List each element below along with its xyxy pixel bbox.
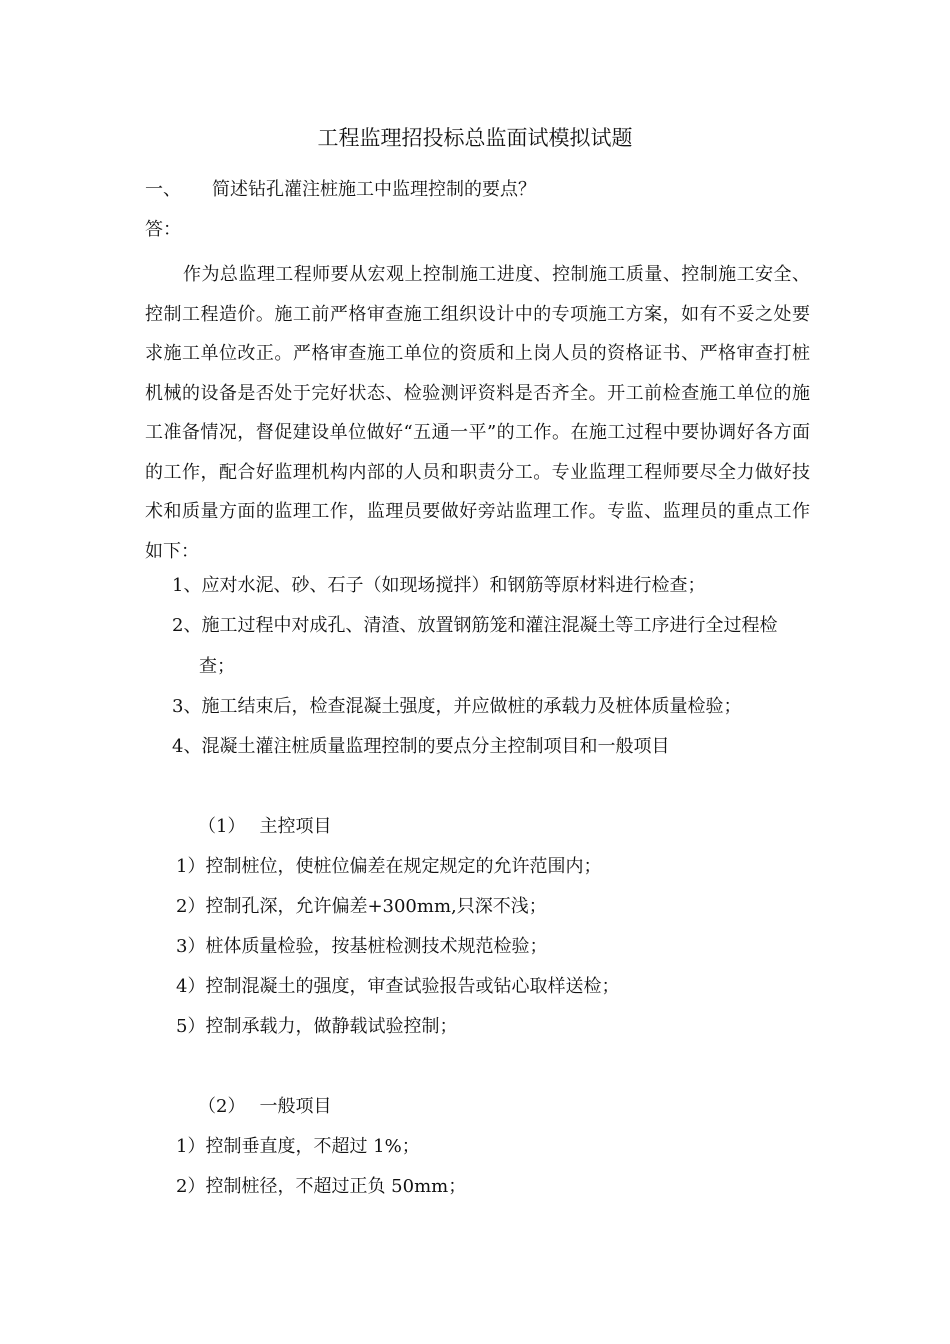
main-control-item-4: 4）控制混凝土的强度，审查试验报告或钻心取样送检； [176, 976, 620, 997]
key-point-number: 2、 [172, 615, 202, 636]
key-point-2-continued: 查； [199, 656, 235, 677]
question-text: 简述钻孔灌注桩施工中监理控制的要点？ [212, 179, 536, 200]
general-item-1: 1）控制垂直度，不超过 1%； [176, 1136, 420, 1157]
general-item-2: 2）控制桩径，不超过正负 50mm； [176, 1176, 467, 1197]
main-control-item-3: 3）桩体质量检验，按基桩检测技术规范检验； [176, 936, 548, 957]
answer-label: 答： [145, 219, 181, 240]
section-number: （2） [198, 1096, 246, 1117]
question-number: 一、 [145, 179, 181, 200]
intro-paragraph: 作为总监理工程师要从宏观上控制施工进度、控制施工质量、控制施工安全、控制工程造价。施工前严格审查施工组织设计中的专项施工方案，如有不妥之处要求施工单位改正。严格审查施工单位的资质和上岗人员的资格证书、严格审查打桩机械的设备是否处于完好状态、检验测评资料是否齐全。开工前检查施工单位的施工准备情况，督促建设单位做好“五通一平”的工作。在施工过程中要协调好各方面的工作，配合好监理机构内部的人员和职责分工。专业监理工程师要尽全力做好技术和质量方面的监理工作，监理员要做好旁站监理工作。专监、监理员的重点工作如下： [145, 264, 810, 562]
main-control-heading [198, 815, 331, 839]
key-point-text: 应对水泥、砂、石子（如现场搅拌）和钢筋等原材料进行检查； [201, 575, 706, 596]
key-point-2 [172, 614, 777, 638]
key-point-1 [172, 574, 705, 598]
main-control-item-1: 1）控制桩位，使桩位偏差在规定规定的允许范围内； [176, 856, 602, 877]
section-heading-text: 主控项目 [259, 816, 332, 837]
section-number: （1） [198, 816, 246, 837]
key-point-number: 1、 [172, 575, 202, 596]
key-point-number: 3、 [172, 696, 202, 717]
section-heading-text: 一般项目 [259, 1096, 332, 1117]
general-items-heading [198, 1095, 331, 1119]
document-title: 工程监理招投标总监面试模拟试题 [317, 126, 633, 150]
key-point-4 [172, 735, 669, 759]
main-control-item-5: 5）控制承载力，做静载试验控制； [176, 1016, 458, 1037]
key-point-3 [172, 695, 741, 719]
key-point-text: 施工结束后，检查混凝土强度，并应做桩的承载力及桩体质量检验； [201, 696, 742, 717]
key-point-text: 混凝土灌注桩质量监理控制的要点分主控制项目和一般项目 [201, 736, 670, 757]
key-point-text: 施工过程中对成孔、清渣、放置钢筋笼和灌注混凝土等工序进行全过程检 [201, 615, 778, 636]
key-point-number: 4、 [172, 736, 202, 757]
main-control-item-2: 2）控制孔深，允许偏差+300mm,只深不浅； [176, 896, 547, 917]
